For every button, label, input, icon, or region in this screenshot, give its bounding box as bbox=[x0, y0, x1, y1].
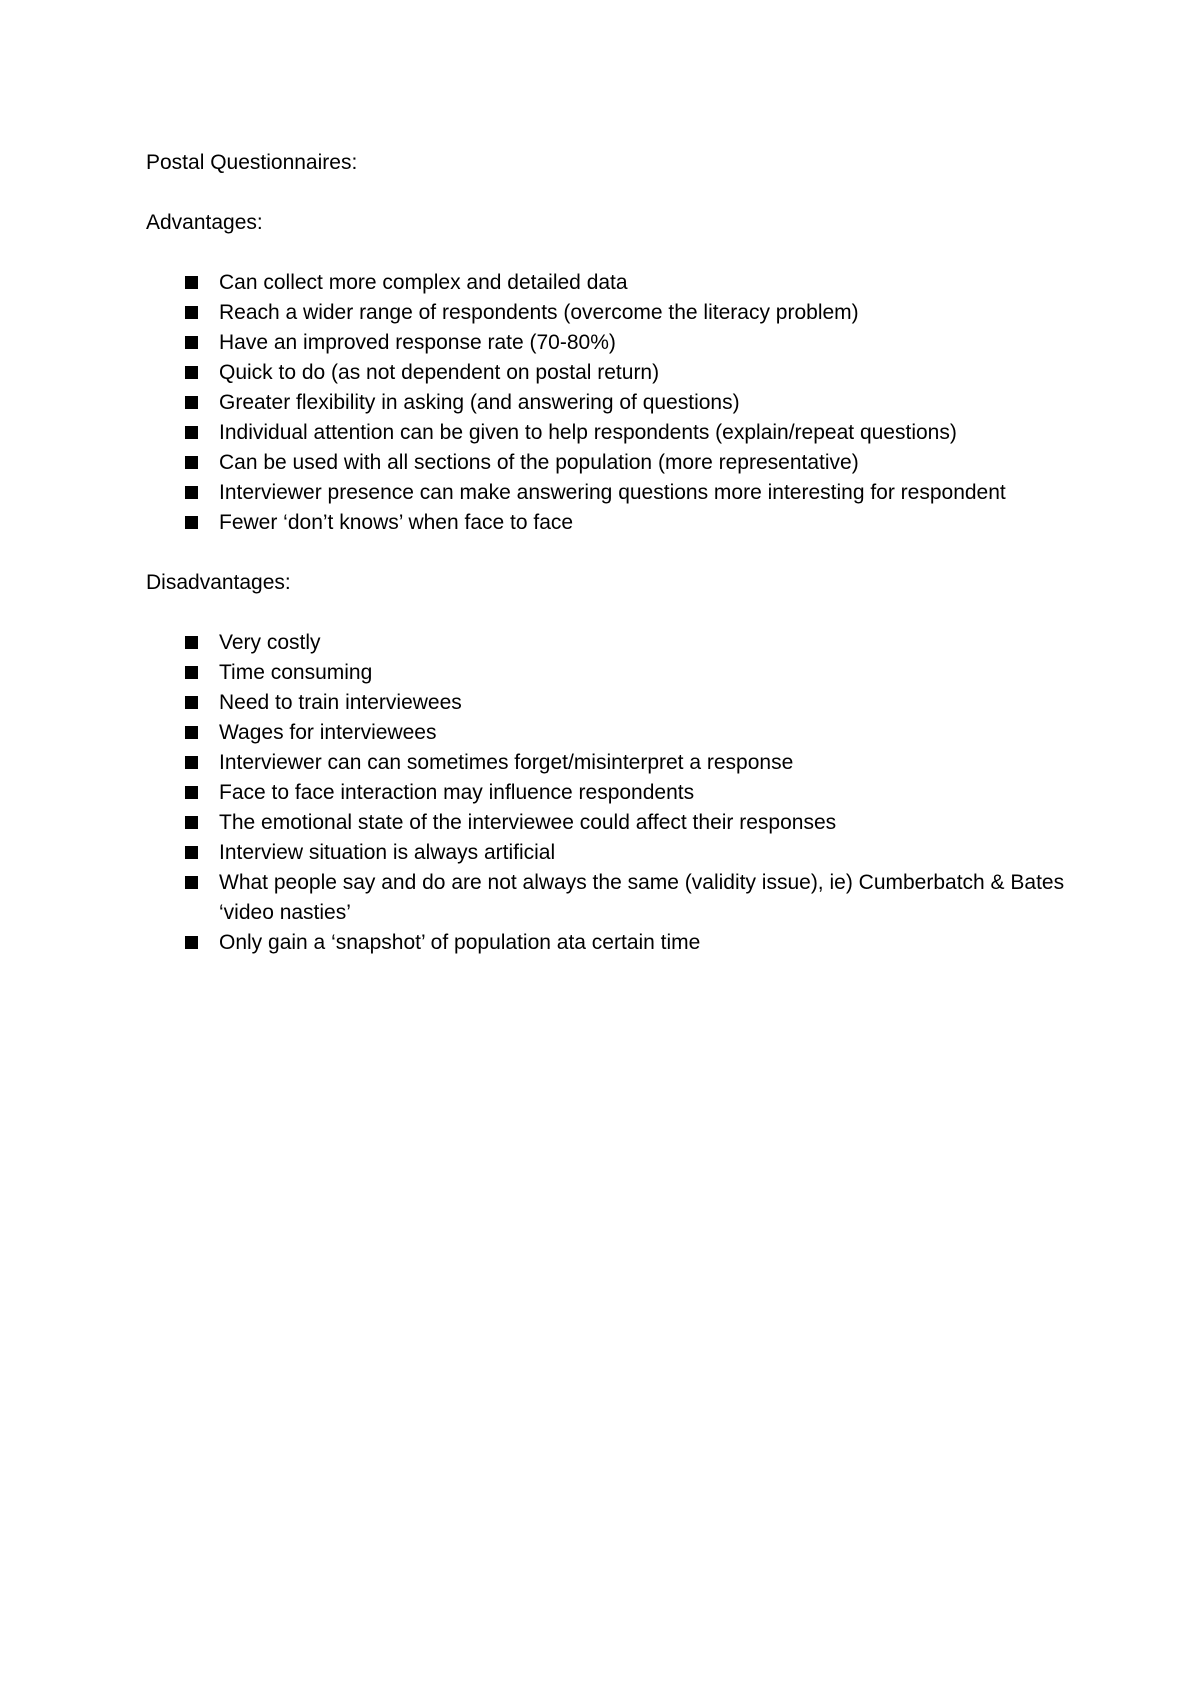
list-item-text: Quick to do (as not dependent on postal return) bbox=[219, 361, 660, 384]
square-bullet-icon bbox=[185, 846, 198, 859]
list-item-text: Interview situation is always artificial bbox=[219, 841, 556, 864]
list-item bbox=[146, 478, 1086, 508]
list-item bbox=[146, 358, 1086, 388]
list-item bbox=[146, 658, 1086, 688]
square-bullet-icon bbox=[185, 786, 198, 799]
square-bullet-icon bbox=[185, 876, 198, 889]
list-item-text: Only gain a ‘snapshot’ of population ata certain time bbox=[219, 931, 701, 954]
list-item-text: Time consuming bbox=[219, 661, 373, 684]
list-item bbox=[146, 268, 1086, 298]
list-item-text: Face to face interaction may influence respondents bbox=[219, 781, 695, 804]
list-item-text: Can collect more complex and detailed data bbox=[219, 271, 628, 294]
square-bullet-icon bbox=[185, 336, 198, 349]
list-item bbox=[146, 808, 1086, 838]
list-item bbox=[146, 718, 1086, 748]
list-item-text: Reach a wider range of respondents (overcome the literacy problem) bbox=[219, 301, 859, 324]
list-item-text: What people say and do are not always the same (validity issue), ie) Cumberbatch & Bates ‘video nasties’ bbox=[219, 871, 1065, 924]
square-bullet-icon bbox=[185, 666, 198, 679]
spacer bbox=[146, 178, 1086, 208]
list-item bbox=[146, 508, 1086, 538]
advantages-heading: Advantages: bbox=[146, 211, 263, 234]
square-bullet-icon bbox=[185, 276, 198, 289]
list-item bbox=[146, 448, 1086, 478]
disadvantages-list bbox=[146, 628, 1086, 958]
square-bullet-icon bbox=[185, 636, 198, 649]
list-item bbox=[146, 628, 1086, 658]
list-item bbox=[146, 778, 1086, 808]
square-bullet-icon bbox=[185, 396, 198, 409]
list-item bbox=[146, 688, 1086, 718]
disadvantages-heading: Disadvantages: bbox=[146, 571, 291, 594]
document-title: Postal Questionnaires: bbox=[146, 151, 358, 174]
list-item-text: Wages for interviewees bbox=[219, 721, 437, 744]
list-item-text: Very costly bbox=[219, 631, 321, 654]
list-item bbox=[146, 748, 1086, 778]
list-item-text: Fewer ‘don’t knows’ when face to face bbox=[219, 511, 574, 534]
list-item bbox=[146, 838, 1086, 868]
spacer bbox=[146, 238, 1086, 268]
list-item-text: The emotional state of the interviewee could affect their responses bbox=[219, 811, 837, 834]
list-item-text: Interviewer presence can make answering questions more interesting for respondent bbox=[219, 481, 1006, 504]
document-body bbox=[146, 148, 1086, 958]
list-item-text: Greater flexibility in asking (and answering of questions) bbox=[219, 391, 740, 414]
square-bullet-icon bbox=[185, 516, 198, 529]
square-bullet-icon bbox=[185, 426, 198, 439]
square-bullet-icon bbox=[185, 366, 198, 379]
list-item-text: Need to train interviewees bbox=[219, 691, 462, 714]
square-bullet-icon bbox=[185, 816, 198, 829]
list-item bbox=[146, 298, 1086, 328]
list-item bbox=[146, 388, 1086, 418]
list-item-text: Have an improved response rate (70-80%) bbox=[219, 331, 616, 354]
list-item bbox=[146, 868, 1086, 928]
square-bullet-icon bbox=[185, 756, 198, 769]
square-bullet-icon bbox=[185, 486, 198, 499]
list-item bbox=[146, 928, 1086, 958]
list-item bbox=[146, 328, 1086, 358]
list-item-text: Interviewer can can sometimes forget/misinterpret a response bbox=[219, 751, 794, 774]
list-item-text: Can be used with all sections of the population (more representative) bbox=[219, 451, 859, 474]
list-item bbox=[146, 418, 1086, 448]
square-bullet-icon bbox=[185, 306, 198, 319]
square-bullet-icon bbox=[185, 936, 198, 949]
advantages-list bbox=[146, 268, 1086, 538]
square-bullet-icon bbox=[185, 456, 198, 469]
square-bullet-icon bbox=[185, 726, 198, 739]
square-bullet-icon bbox=[185, 696, 198, 709]
spacer bbox=[146, 598, 1086, 628]
list-item-text: Individual attention can be given to help respondents (explain/repeat questions) bbox=[219, 421, 957, 444]
spacer bbox=[146, 538, 1086, 568]
